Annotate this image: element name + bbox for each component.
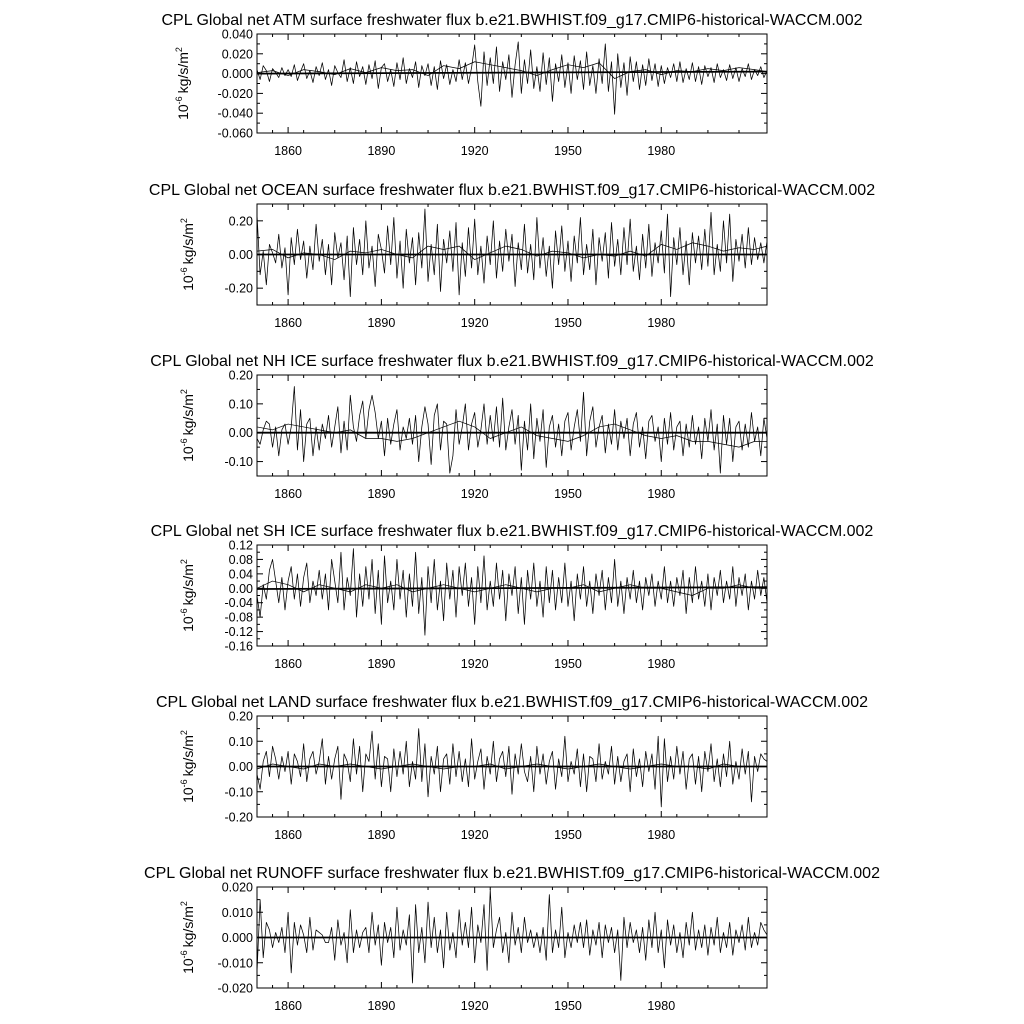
y-tick-label: -0.12 [224,625,253,640]
panel-title: CPL Global net OCEAN surface freshwater flux b.e21.BWHIST.f09_g17.CMIP6-historical-WACCM.002 [148,182,876,199]
x-tick-label: 1980 [647,487,676,501]
y-axis-label-prefix: 10 [175,104,191,120]
x-tick-label: 1980 [647,999,676,1013]
y-tick-label: 0.00 [228,248,253,262]
x-tick-label: 1950 [554,657,582,671]
y-axis-label-sup: 2 [179,218,189,224]
panel-title: CPL Global net NH ICE surface freshwater flux b.e21.BWHIST.f09_g17.CMIP6-historical-WACCM.002 [150,353,874,370]
y-axis-label-unit: kg/s/m [180,735,196,777]
y-axis-label-prefix: 10 [180,275,196,291]
y-axis-label-exp: -6 [174,96,184,105]
x-tick-label: 1890 [367,999,396,1013]
y-axis-label-exp: -6 [179,779,189,788]
y-tick-label: -0.20 [224,281,253,296]
panel-title: CPL Global net RUNOFF surface freshwater flux b.e21.BWHIST.f09_g17.CMIP6-historical-WACCM.002 [144,865,880,882]
y-axis-label [174,47,191,120]
y-tick-label: -0.060 [217,126,253,141]
x-tick-label: 1920 [460,828,489,842]
y-tick-label: -0.040 [217,106,253,121]
y-tick-label: -0.10 [224,455,253,470]
x-tick-label: 1860 [274,316,303,330]
y-axis-label-unit: kg/s/m [175,52,191,94]
y-axis-label-sup: 2 [179,389,189,395]
y-tick-label: 0.12 [228,538,253,553]
y-tick-label: 0.10 [228,734,253,749]
y-tick-label: 0.08 [228,552,253,567]
y-tick-label: 0.20 [228,368,253,383]
y-tick-label: 0.20 [228,214,253,229]
y-axis-label-exp: -6 [179,950,189,959]
y-tick-label: 0.00 [228,581,253,596]
x-tick-label: 1950 [554,487,582,501]
y-tick-label: 0.010 [221,905,253,920]
panel-land [156,694,868,842]
y-axis-label-exp: -6 [179,267,189,276]
x-tick-label: 1860 [274,144,303,158]
y-axis-label [179,559,196,632]
plot-frame [257,34,767,133]
y-axis-label-exp: -6 [179,438,189,447]
x-tick-label: 1950 [554,144,582,158]
y-axis-label [179,389,196,462]
x-tick-label: 1950 [554,316,582,330]
x-tick-label: 1920 [460,999,489,1013]
y-axis-label-prefix: 10 [180,446,196,462]
y-axis-label-sup: 2 [179,901,189,907]
series-line-0 [257,209,767,297]
y-tick-label: 0.020 [221,880,253,895]
x-tick-label: 1890 [367,144,396,158]
panel-title: CPL Global net SH ICE surface freshwater flux b.e21.BWHIST.f09_g17.CMIP6-historical-WACCM.002 [150,523,874,540]
y-axis-label [179,730,196,803]
y-tick-label: -0.020 [217,981,253,996]
series-line-1 [257,62,767,79]
x-tick-label: 1890 [367,487,396,501]
y-tick-label: -0.08 [224,610,253,625]
y-tick-label: 0.040 [221,27,253,42]
y-axis-label-unit: kg/s/m [180,223,196,265]
x-tick-label: 1860 [274,828,303,842]
y-axis-label-unit: kg/s/m [180,906,196,948]
x-tick-label: 1980 [647,316,676,330]
panel-atm [161,12,862,158]
y-tick-label: -0.16 [224,639,253,654]
x-tick-label: 1890 [367,316,396,330]
x-tick-label: 1860 [274,657,303,671]
y-axis-label-prefix: 10 [180,616,196,632]
y-axis-label-prefix: 10 [180,958,196,974]
y-axis-label-prefix: 10 [180,787,196,803]
y-tick-label: -0.010 [217,956,253,971]
y-axis-label-exp: -6 [179,608,189,617]
series-line-0 [257,890,767,983]
y-axis-label-sup: 2 [179,559,189,565]
x-tick-label: 1950 [554,828,582,842]
y-axis-label-sup: 2 [179,730,189,736]
x-tick-label: 1980 [647,144,676,158]
y-axis-label-unit: kg/s/m [180,564,196,606]
x-tick-label: 1980 [647,828,676,842]
panel-runoff [144,865,880,1013]
x-tick-label: 1980 [647,657,676,671]
y-tick-label: 0.20 [228,709,253,724]
panel-ocean [149,182,875,330]
x-tick-label: 1890 [367,828,396,842]
x-tick-label: 1920 [460,316,489,330]
y-tick-label: 0.04 [228,567,253,582]
y-tick-label: 0.020 [221,47,253,62]
x-tick-label: 1920 [460,657,489,671]
y-tick-label: 0.00 [228,760,253,774]
panel-title: CPL Global net ATM surface freshwater flux b.e21.BWHIST.f09_g17.CMIP6-historical-WACCM.002 [161,12,863,29]
y-tick-label: -0.10 [224,785,253,800]
y-tick-label: 0.10 [228,397,253,412]
y-tick-label: -0.020 [217,86,253,101]
panel-title: CPL Global net LAND surface freshwater flux b.e21.BWHIST.f09_g17.CMIP6-historical-WACCM.002 [156,694,868,711]
x-tick-label: 1920 [460,144,489,158]
y-tick-label: 0.000 [221,931,253,945]
y-tick-label: 0.000 [221,67,253,82]
panel-nh-ice [150,353,874,501]
series-line-0 [257,42,767,114]
y-axis-label [179,218,196,291]
y-axis-label-sup: 2 [174,47,184,53]
plot-frame [257,375,767,476]
y-tick-label: -0.20 [224,810,253,825]
series-line-0 [257,549,767,636]
panel-sh-ice [151,523,874,671]
x-tick-label: 1920 [460,487,489,501]
x-tick-label: 1890 [367,657,396,671]
series-line-0 [257,387,767,474]
y-axis-label [179,901,196,974]
x-tick-label: 1860 [274,999,303,1013]
y-tick-label: -0.04 [224,596,253,611]
x-tick-label: 1950 [554,999,582,1013]
y-tick-label: 0.00 [228,426,253,441]
y-axis-label-unit: kg/s/m [180,394,196,436]
x-tick-label: 1860 [274,487,303,501]
